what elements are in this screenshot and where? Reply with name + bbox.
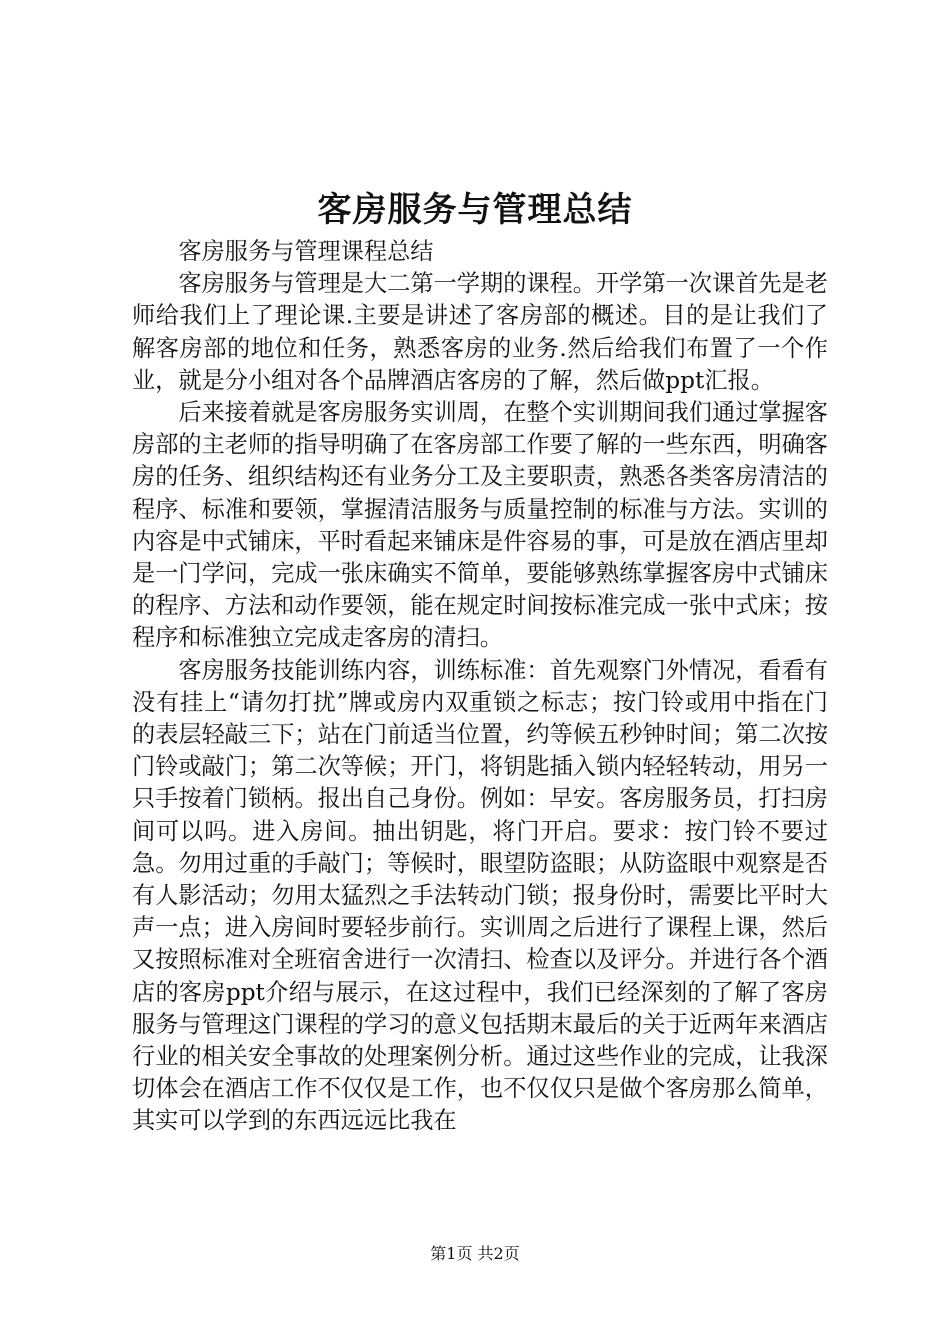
paragraph-training-week: 后来接着就是客房服务实训周，在整个实训期间我们通过掌握客房部的主老师的指导明确了在客房部工作要了解的一些东西，明确客房的任务、组织结构还有业务分工及主要职责，熟悉各类客房清洁的程序、标准和要领，掌握清洁服务与质量控制的标准与方法。实训的内容是中式铺床，平时看起来铺床是件容易的事，可是放在酒店里却是一门学问，完成一张床确实不简单，要能够熟练掌握客房中式铺床的程序、方法和动作要领，能在规定时间按标准完成一张中式床；按程序和标准独立完成走客房的清扫。 — [132, 399, 828, 652]
paragraph-course-intro: 客房服务与管理是大二第一学期的课程。开学第一次课首先是老师给我们上了理论课.主要是讲述了客房部的概述。目的是让我们了解客房部的地位和任务，熟悉客房的业务.然后给我们布置了一个作业，就是分小组对各个品牌酒店客房的了解，然后做ppt汇报。 — [132, 270, 828, 394]
document-body — [132, 236, 828, 1138]
paragraph-skill-training: 客房服务技能训练内容，训练标准：首先观察门外情况，看看有没有挂上“请勿打扰”牌或房内双重锁之标志；按门铃或用中指在门的表层轻敲三下；站在门前适当位置，约等候五秒钟时间；第二次按门铃或敲门；第二次等候；开门，将钥匙插入锁内轻轻转动，用另一只手按着门锁柄。报出自己身份。例如：早安。客房服务员，打扫房间可以吗。进入房间。抽出钥匙，将门开启。要求：按门铃不要过急。勿用过重的手敲门；等候时，眼望防盗眼；从防盗眼中观察是否有人影活动；勿用太猛烈之手法转动门锁；报身份时，需要比平时大声一点；进入房间时要轻步前行。实训周之后进行了课程上课，然后又按照标准对全班宿舍进行一次清扫、检查以及评分。并进行各个酒店的客房ppt介绍与展示，在这过程中，我们已经深刻的了解了客房服务与管理这门课程的学习的意义包括期末最后的关于近两年来酒店行业的相关安全事故的处理案例分析。通过这些作业的完成，让我深切体会在酒店工作不仅仅是工作，也不仅仅只是做个客房那么简单，其实可以学到的东西远远比我在 — [132, 656, 828, 1135]
page-footer: 第1页 共2页 — [430, 1244, 520, 1263]
document-title: 客房服务与管理总结 — [317, 190, 633, 230]
paragraph-subtitle: 客房服务与管理课程总结 — [178, 238, 434, 265]
